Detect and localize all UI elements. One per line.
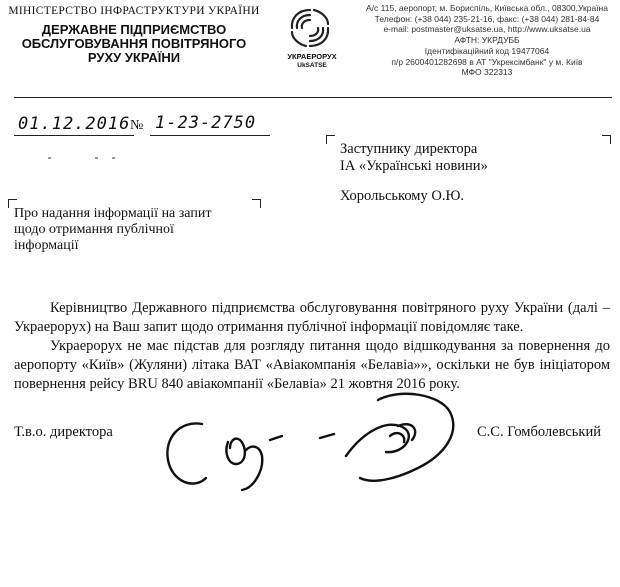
date-underline [14,135,134,136]
scan-speck [48,157,51,159]
contact-aftn: АФТН: УКРДУББ [454,35,520,46]
logo-caption [272,52,352,70]
signatory-name: С.С. Гомболевський [477,424,601,440]
contact-email: e-mail: postmaster@uksatse.ua, http://www.uksatse.ua [383,24,591,35]
logo-text: УКРАЕРОРУХ [287,52,337,61]
recipient-block [340,141,488,205]
uksatse-logo-icon [288,6,332,50]
body-paragraph-1: Керівництво Державного підприємства обслуговування повітряного руху України (далі – Украерорух) на Ваш запит щодо отримання публічної інформації повідомляє таке. [14,300,610,335]
recipient-line-1: Заступнику директора [340,141,478,157]
letter-body [14,299,610,394]
enterprise-name-line-2: ОБСЛУГОВУВАННЯ ПОВІТРЯНОГО [21,36,247,51]
contact-mfo: МФО 322313 [461,67,513,78]
handwritten-signature [150,390,570,500]
registration-number: 1-23-2750 [155,113,257,133]
letterhead-left [0,4,268,65]
contact-id-code: Ідентифікаційний код 19477064 [424,45,550,56]
header-divider [14,97,612,98]
logo-subtext: UkSATSE [297,62,327,69]
scan-speck [112,157,115,159]
recipient-name: Хорольському О.Ю. [340,188,464,204]
letter-subject: Про надання інформації на запит щодо отримання публічної інформації [14,206,212,253]
ministry-name: МІНІСТЕРСТВО ІНФРАСТРУКТУРИ УКРАЇНИ [8,5,260,17]
recipient-bracket-left [326,135,335,144]
body-paragraph-2: Украерорух не має підстав для розгляду питання щодо відшкодування за повернення до аеропорту «Київ» (Жуляни) літака ВАТ «Авіакомпанія «Белавіа»», оскільки не був ініціатором повернення рейсу BRU 840 авіакомпанії «Белавіа» 21 жовтня 2016 року. [14,338,610,392]
contact-block [354,3,620,78]
contact-account: п/р 2600401282698 в АТ "Укрексімбанк" у м. Київ [391,56,583,67]
recipient-line-2: ІА «Українські новини» [340,158,488,174]
signatory-role: Т.в.о. директора [14,424,113,440]
number-underline [150,135,270,136]
registration-date: 01.12.2016 [18,114,131,134]
scan-speck [95,157,98,159]
number-sign: № [130,118,144,133]
subject-bracket-right [252,199,261,208]
recipient-bracket-right [602,135,611,144]
enterprise-name-line-3: РУХУ УКРАЇНИ [87,50,181,65]
contact-address: А/с 115, аеропорт, м. Бориспіль, Київська обл., 08300,Україна [366,3,608,13]
contact-phone: Телефон: (+38 044) 235-21-16, факс: (+38 044) 281-84-84 [374,13,600,24]
enterprise-name-line-1: ДЕРЖАВНЕ ПІДПРИЄМСТВО [41,22,227,37]
